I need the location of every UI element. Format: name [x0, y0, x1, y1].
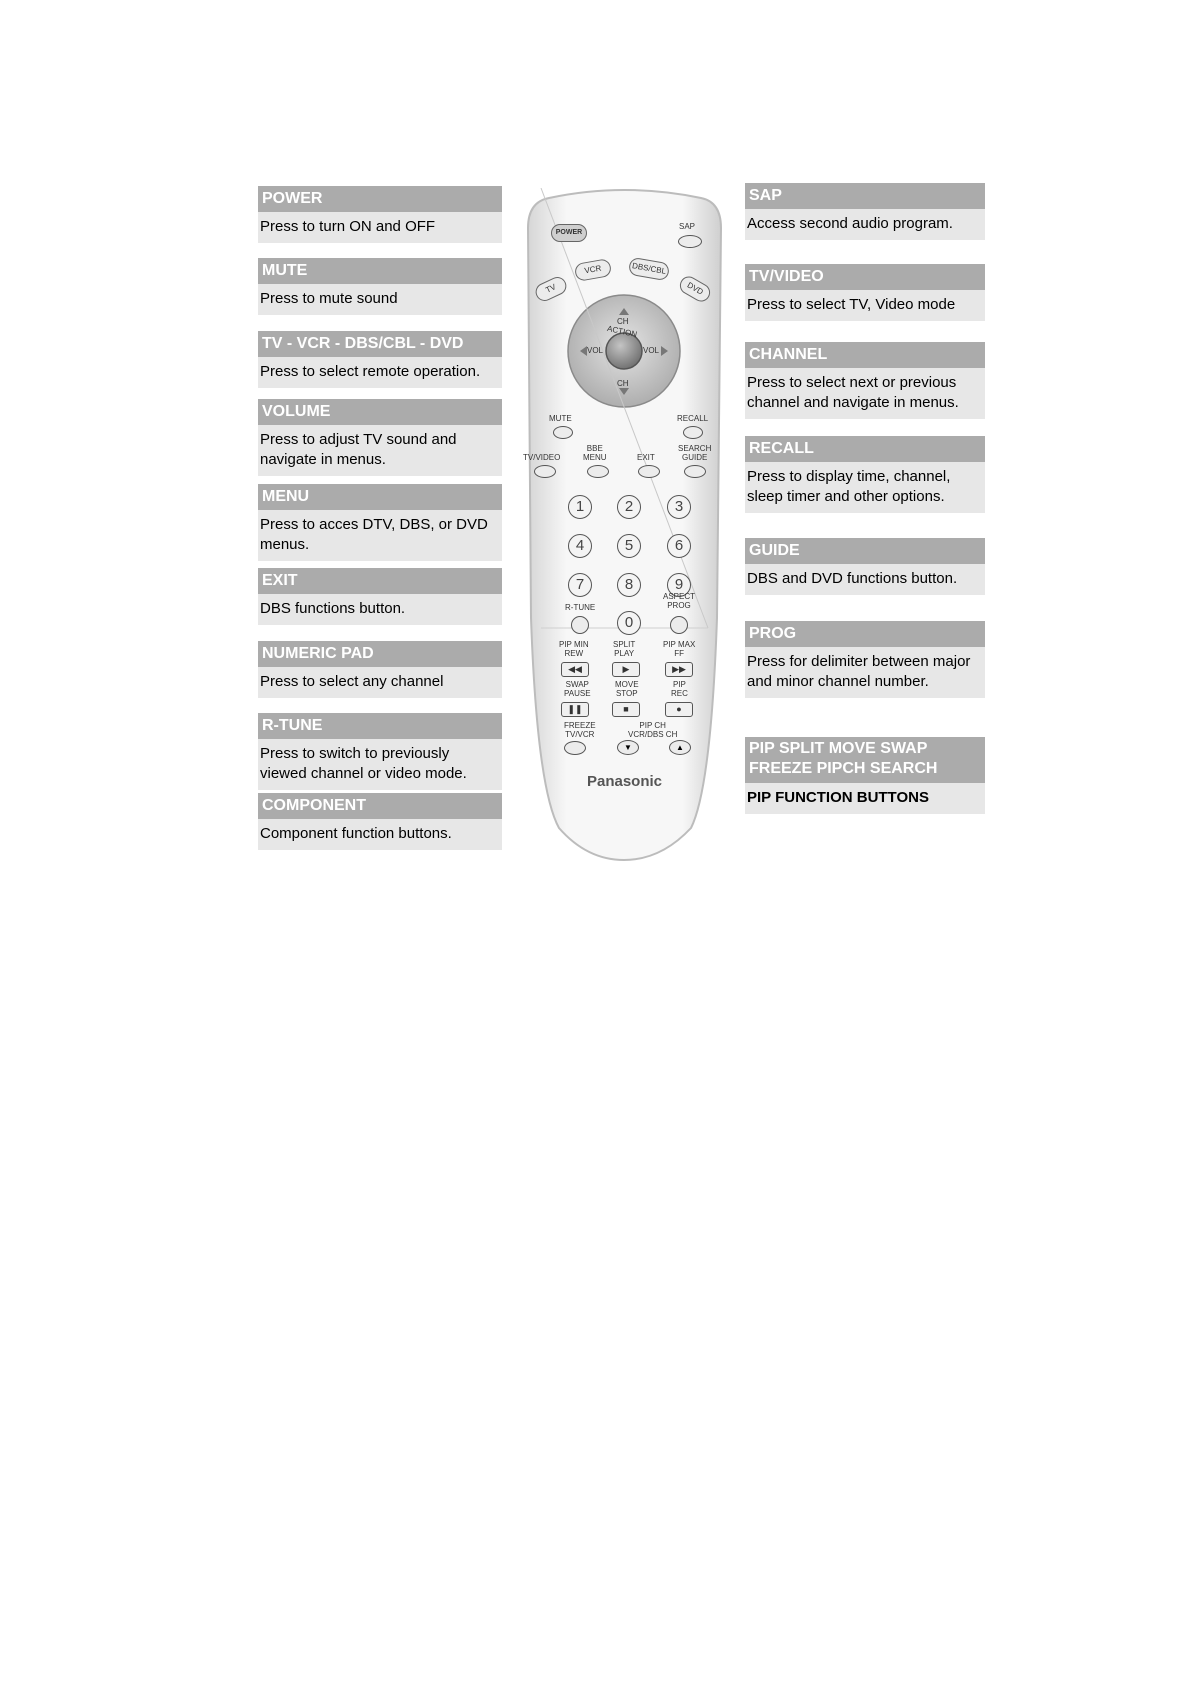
menu-text: Press to acces DTV, DBS, or DVD menus.	[260, 516, 488, 553]
component-description	[258, 793, 502, 850]
pause-icon: ❚❚	[567, 704, 583, 714]
recall-title: RECALL	[745, 436, 985, 462]
digit-0-button[interactable]: 0	[617, 611, 641, 635]
digit-8-button[interactable]: 8	[617, 573, 641, 597]
stop-button[interactable]	[612, 702, 640, 717]
exit-text: DBS functions button.	[260, 600, 406, 617]
pip-min-rew-label: PIP MIN REW	[559, 640, 589, 658]
mute-description	[258, 258, 502, 315]
mode-dvd-button[interactable]: DVD	[677, 273, 714, 305]
tv-video-title: TV/VIDEO	[745, 264, 985, 290]
pip-ch-label: PIP CH VCR/DBS CH	[628, 721, 678, 739]
fast-forward-icon: ▶▶	[672, 664, 686, 674]
guide-button[interactable]	[684, 465, 706, 478]
mute-text: Press to mute sound	[260, 290, 398, 307]
numeric-pad-title: NUMERIC PAD	[258, 641, 502, 667]
sap-title: SAP	[745, 183, 985, 209]
remote-control	[521, 188, 728, 862]
tv-video-label: TV/VIDEO	[523, 453, 561, 462]
digit-6-button[interactable]: 6	[667, 534, 691, 558]
guide-title: GUIDE	[745, 538, 985, 564]
exit-button[interactable]	[638, 465, 660, 478]
channel-title: CHANNEL	[745, 342, 985, 368]
recall-text: Press to display time, channel, sleep timer and other options.	[747, 468, 951, 505]
ch-up-label[interactable]: CH	[617, 317, 629, 326]
recall-description	[745, 436, 985, 513]
mode-description	[258, 331, 502, 388]
digit-5-button[interactable]: 5	[617, 534, 641, 558]
tv-video-text: Press to select TV, Video mode	[747, 296, 956, 313]
swap-pause-label: SWAP PAUSE	[564, 680, 591, 698]
triangle-down-icon: ▼	[624, 743, 632, 752]
r-tune-text: Press to switch to previously viewed channel or video mode.	[260, 745, 467, 782]
digit-1-button[interactable]: 1	[568, 495, 592, 519]
guide-text: DBS and DVD functions button.	[747, 570, 958, 587]
prog-description	[745, 621, 985, 698]
recall-label: RECALL	[677, 414, 709, 423]
guide-description	[745, 538, 985, 595]
digit-9-button[interactable]: 9	[667, 573, 691, 597]
mute-title: MUTE	[258, 258, 502, 284]
vol-left-label[interactable]: VOL	[587, 346, 604, 355]
numeric-pad-description	[258, 641, 502, 698]
volume-text: Press to adjust TV sound and navigate in menus.	[260, 431, 457, 468]
r-tune-button[interactable]	[571, 616, 589, 634]
digit-2-button[interactable]: 2	[617, 495, 641, 519]
menu-button[interactable]	[587, 465, 609, 478]
search-guide-label: SEARCH GUIDE	[678, 444, 712, 462]
rewind-button[interactable]	[561, 662, 589, 677]
freeze-tvvcr-label: FREEZE TV/VCR	[564, 721, 596, 739]
record-button[interactable]	[665, 702, 693, 717]
fast-forward-button[interactable]	[665, 662, 693, 677]
freeze-button[interactable]	[564, 741, 586, 755]
power-description	[258, 186, 502, 243]
prog-button[interactable]	[670, 616, 688, 634]
component-text: Component function buttons.	[260, 825, 452, 842]
digit-4-button[interactable]: 4	[568, 534, 592, 558]
exit-description	[258, 568, 502, 625]
exit-label: EXIT	[637, 453, 655, 462]
exit-title: EXIT	[258, 568, 502, 594]
power-title: POWER	[258, 186, 502, 212]
action-label[interactable]: ACTION	[606, 323, 638, 340]
r-tune-label: R-TUNE	[565, 603, 596, 612]
bbe-menu-label: BBE MENU	[583, 444, 607, 462]
power-button[interactable]: POWER	[551, 224, 587, 242]
record-icon: ●	[676, 704, 682, 714]
channel-text: Press to select next or previous channel and navigate in menus.	[747, 374, 959, 411]
play-icon: ▶	[622, 664, 630, 674]
sap-description	[745, 183, 985, 240]
menu-title: MENU	[258, 484, 502, 510]
sap-text: Access second audio program.	[747, 215, 953, 232]
tv-video-button[interactable]	[534, 465, 556, 478]
sap-button[interactable]	[678, 235, 702, 248]
pause-button[interactable]	[561, 702, 589, 717]
rewind-icon: ◀◀	[568, 664, 582, 674]
mode-text: Press to select remote operation.	[260, 363, 481, 380]
component-title: COMPONENT	[258, 793, 502, 819]
mode-dbs-cbl-button[interactable]: DBS/CBL	[628, 257, 671, 282]
pip-ch-down-button[interactable]	[617, 740, 639, 755]
menu-description	[258, 484, 502, 561]
aspect-prog-label: ASPECT PROG	[663, 592, 696, 610]
digit-7-button[interactable]: 7	[568, 573, 592, 597]
play-button[interactable]	[612, 662, 640, 677]
pip-description	[745, 737, 985, 814]
brand-logo: Panasonic	[586, 773, 663, 790]
sap-label: SAP	[679, 222, 696, 231]
pip-text: PIP FUNCTION BUTTONS	[747, 789, 929, 806]
channel-description	[745, 342, 985, 419]
power-text: Press to turn ON and OFF	[260, 218, 436, 235]
pip-max-ff-label: PIP MAX FF	[663, 640, 696, 658]
r-tune-description	[258, 713, 502, 790]
mute-label: MUTE	[549, 414, 572, 423]
r-tune-title: R-TUNE	[258, 713, 502, 739]
mode-tv-button[interactable]: TV	[533, 274, 570, 304]
tv-video-description	[745, 264, 985, 321]
triangle-up-icon: ▲	[676, 743, 684, 752]
digit-3-button[interactable]: 3	[667, 495, 691, 519]
ch-down-label[interactable]: CH	[617, 379, 629, 388]
mode-title: TV - VCR - DBS/CBL - DVD	[258, 331, 502, 357]
mute-button[interactable]	[553, 426, 573, 439]
prog-title: PROG	[745, 621, 985, 647]
pip-title: PIP SPLIT MOVE SWAP FREEZE PIPCH SEARCH	[745, 737, 985, 783]
pip-rec-label: PIP REC	[671, 680, 688, 698]
vol-right-label[interactable]: VOL	[643, 346, 660, 355]
numeric-pad-text: Press to select any channel	[260, 673, 444, 690]
mode-vcr-button[interactable]: VCR	[574, 258, 613, 282]
split-play-label: SPLIT PLAY	[613, 640, 636, 658]
volume-title: VOLUME	[258, 399, 502, 425]
stop-icon: ■	[623, 704, 629, 714]
pip-ch-up-button[interactable]	[669, 740, 691, 755]
recall-button[interactable]	[683, 426, 703, 439]
volume-description	[258, 399, 502, 476]
move-stop-label: MOVE STOP	[615, 680, 639, 698]
prog-text: Press for delimiter between major and minor channel number.	[747, 653, 971, 690]
